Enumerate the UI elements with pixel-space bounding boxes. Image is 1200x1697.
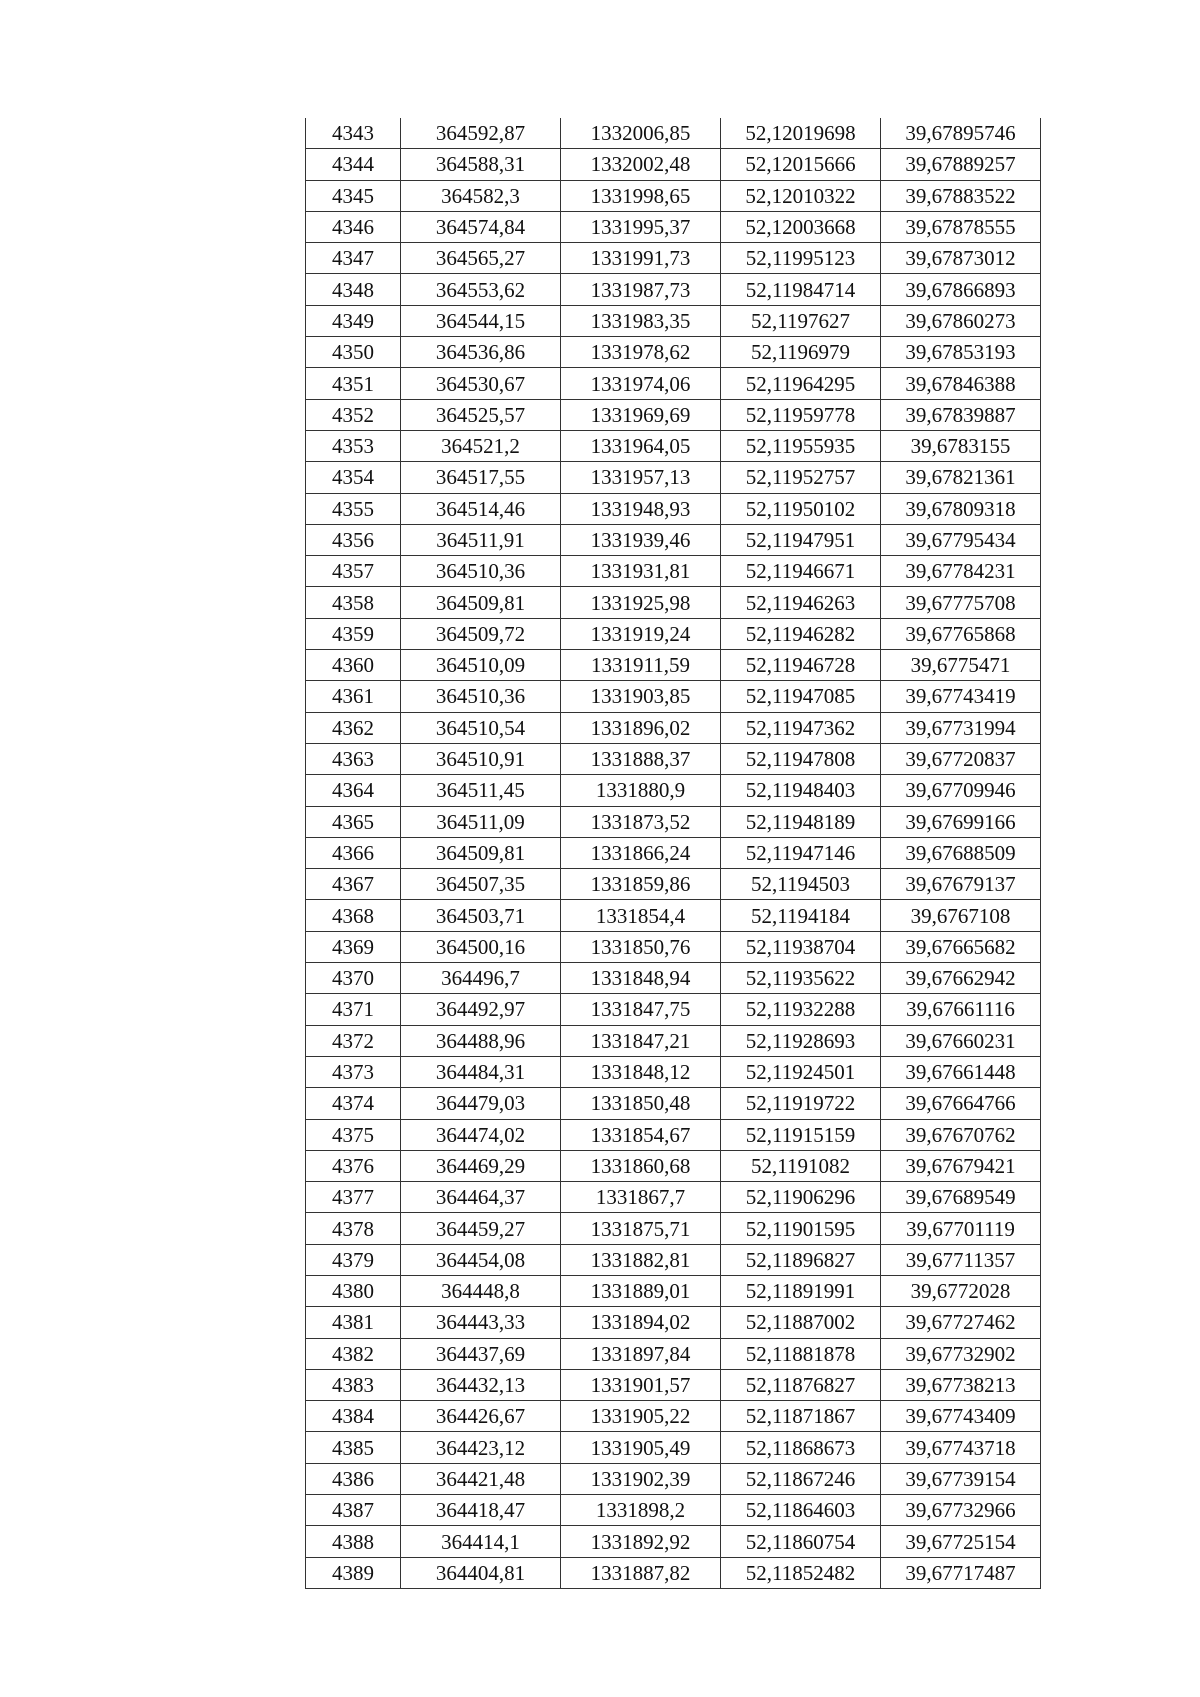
y-coordinate-cell: 1332002,48 bbox=[561, 149, 721, 180]
x-coordinate-cell: 364423,12 bbox=[401, 1432, 561, 1463]
table-row bbox=[306, 1338, 1041, 1369]
x-coordinate-cell: 364574,84 bbox=[401, 211, 561, 242]
table-row bbox=[306, 1369, 1041, 1400]
x-coordinate-cell: 364479,03 bbox=[401, 1088, 561, 1119]
point-number-cell: 4366 bbox=[306, 837, 401, 868]
y-coordinate-cell: 1331978,62 bbox=[561, 337, 721, 368]
point-number-cell: 4368 bbox=[306, 900, 401, 931]
y-coordinate-cell: 1331901,57 bbox=[561, 1369, 721, 1400]
longitude-cell: 39,67732902 bbox=[881, 1338, 1041, 1369]
longitude-cell: 39,6767108 bbox=[881, 900, 1041, 931]
latitude-cell: 52,11946728 bbox=[721, 650, 881, 681]
point-number-cell: 4367 bbox=[306, 869, 401, 900]
longitude-cell: 39,67846388 bbox=[881, 368, 1041, 399]
y-coordinate-cell: 1331859,86 bbox=[561, 869, 721, 900]
x-coordinate-cell: 364421,48 bbox=[401, 1463, 561, 1494]
x-coordinate-cell: 364418,47 bbox=[401, 1495, 561, 1526]
table-row bbox=[306, 368, 1041, 399]
latitude-cell: 52,11891991 bbox=[721, 1275, 881, 1306]
latitude-cell: 52,11947085 bbox=[721, 681, 881, 712]
table-row bbox=[306, 462, 1041, 493]
y-coordinate-cell: 1331867,7 bbox=[561, 1182, 721, 1213]
longitude-cell: 39,67860273 bbox=[881, 305, 1041, 336]
table-row bbox=[306, 869, 1041, 900]
longitude-cell: 39,67717487 bbox=[881, 1557, 1041, 1588]
longitude-cell: 39,67743419 bbox=[881, 681, 1041, 712]
table-row bbox=[306, 1307, 1041, 1338]
point-number-cell: 4361 bbox=[306, 681, 401, 712]
table-row bbox=[306, 337, 1041, 368]
y-coordinate-cell: 1331848,94 bbox=[561, 963, 721, 994]
y-coordinate-cell: 1331995,37 bbox=[561, 211, 721, 242]
y-coordinate-cell: 1331905,49 bbox=[561, 1432, 721, 1463]
y-coordinate-cell: 1331931,81 bbox=[561, 556, 721, 587]
point-number-cell: 4344 bbox=[306, 149, 401, 180]
longitude-cell: 39,67743718 bbox=[881, 1432, 1041, 1463]
longitude-cell: 39,67784231 bbox=[881, 556, 1041, 587]
point-number-cell: 4378 bbox=[306, 1213, 401, 1244]
x-coordinate-cell: 364511,91 bbox=[401, 524, 561, 555]
point-number-cell: 4372 bbox=[306, 1025, 401, 1056]
y-coordinate-cell: 1331894,02 bbox=[561, 1307, 721, 1338]
latitude-cell: 52,11959778 bbox=[721, 399, 881, 430]
y-coordinate-cell: 1331896,02 bbox=[561, 712, 721, 743]
x-coordinate-cell: 364553,62 bbox=[401, 274, 561, 305]
point-number-cell: 4345 bbox=[306, 180, 401, 211]
longitude-cell: 39,6772028 bbox=[881, 1275, 1041, 1306]
longitude-cell: 39,67765868 bbox=[881, 618, 1041, 649]
table-row bbox=[306, 399, 1041, 430]
latitude-cell: 52,11984714 bbox=[721, 274, 881, 305]
latitude-cell: 52,11868673 bbox=[721, 1432, 881, 1463]
table-row bbox=[306, 1025, 1041, 1056]
longitude-cell: 39,67731994 bbox=[881, 712, 1041, 743]
latitude-cell: 52,11852482 bbox=[721, 1557, 881, 1588]
point-number-cell: 4360 bbox=[306, 650, 401, 681]
table-row bbox=[306, 556, 1041, 587]
table-row bbox=[306, 1056, 1041, 1087]
y-coordinate-cell: 1331925,98 bbox=[561, 587, 721, 618]
x-coordinate-cell: 364509,72 bbox=[401, 618, 561, 649]
latitude-cell: 52,11955935 bbox=[721, 430, 881, 461]
table-row bbox=[306, 963, 1041, 994]
table-row bbox=[306, 180, 1041, 211]
point-number-cell: 4347 bbox=[306, 243, 401, 274]
x-coordinate-cell: 364414,1 bbox=[401, 1526, 561, 1557]
point-number-cell: 4388 bbox=[306, 1526, 401, 1557]
x-coordinate-cell: 364565,27 bbox=[401, 243, 561, 274]
x-coordinate-cell: 364484,31 bbox=[401, 1056, 561, 1087]
longitude-cell: 39,67725154 bbox=[881, 1526, 1041, 1557]
table-row bbox=[306, 1244, 1041, 1275]
table-row bbox=[306, 1526, 1041, 1557]
x-coordinate-cell: 364507,35 bbox=[401, 869, 561, 900]
x-coordinate-cell: 364510,09 bbox=[401, 650, 561, 681]
latitude-cell: 52,12003668 bbox=[721, 211, 881, 242]
latitude-cell: 52,11995123 bbox=[721, 243, 881, 274]
longitude-cell: 39,67866893 bbox=[881, 274, 1041, 305]
longitude-cell: 39,67689549 bbox=[881, 1182, 1041, 1213]
y-coordinate-cell: 1331882,81 bbox=[561, 1244, 721, 1275]
latitude-cell: 52,1197627 bbox=[721, 305, 881, 336]
latitude-cell: 52,11947146 bbox=[721, 837, 881, 868]
longitude-cell: 39,67679137 bbox=[881, 869, 1041, 900]
latitude-cell: 52,11935622 bbox=[721, 963, 881, 994]
y-coordinate-cell: 1331948,93 bbox=[561, 493, 721, 524]
x-coordinate-cell: 364496,7 bbox=[401, 963, 561, 994]
longitude-cell: 39,67665682 bbox=[881, 931, 1041, 962]
latitude-cell: 52,11864603 bbox=[721, 1495, 881, 1526]
latitude-cell: 52,12019698 bbox=[721, 118, 881, 149]
x-coordinate-cell: 364511,45 bbox=[401, 775, 561, 806]
latitude-cell: 52,11952757 bbox=[721, 462, 881, 493]
y-coordinate-cell: 1331902,39 bbox=[561, 1463, 721, 1494]
y-coordinate-cell: 1331848,12 bbox=[561, 1056, 721, 1087]
table-row bbox=[306, 1213, 1041, 1244]
table-row bbox=[306, 1557, 1041, 1588]
x-coordinate-cell: 364448,8 bbox=[401, 1275, 561, 1306]
y-coordinate-cell: 1331964,05 bbox=[561, 430, 721, 461]
latitude-cell: 52,11919722 bbox=[721, 1088, 881, 1119]
x-coordinate-cell: 364592,87 bbox=[401, 118, 561, 149]
point-number-cell: 4351 bbox=[306, 368, 401, 399]
y-coordinate-cell: 1331847,21 bbox=[561, 1025, 721, 1056]
longitude-cell: 39,67873012 bbox=[881, 243, 1041, 274]
point-number-cell: 4377 bbox=[306, 1182, 401, 1213]
point-number-cell: 4353 bbox=[306, 430, 401, 461]
x-coordinate-cell: 364488,96 bbox=[401, 1025, 561, 1056]
table-row bbox=[306, 118, 1041, 149]
y-coordinate-cell: 1331897,84 bbox=[561, 1338, 721, 1369]
x-coordinate-cell: 364469,29 bbox=[401, 1150, 561, 1181]
point-number-cell: 4374 bbox=[306, 1088, 401, 1119]
point-number-cell: 4350 bbox=[306, 337, 401, 368]
latitude-cell: 52,11932288 bbox=[721, 994, 881, 1025]
point-number-cell: 4373 bbox=[306, 1056, 401, 1087]
table-row bbox=[306, 1495, 1041, 1526]
y-coordinate-cell: 1331969,69 bbox=[561, 399, 721, 430]
x-coordinate-cell: 364459,27 bbox=[401, 1213, 561, 1244]
x-coordinate-cell: 364510,36 bbox=[401, 681, 561, 712]
y-coordinate-cell: 1331866,24 bbox=[561, 837, 721, 868]
longitude-cell: 39,67743409 bbox=[881, 1401, 1041, 1432]
x-coordinate-cell: 364510,54 bbox=[401, 712, 561, 743]
x-coordinate-cell: 364432,13 bbox=[401, 1369, 561, 1400]
y-coordinate-cell: 1331905,22 bbox=[561, 1401, 721, 1432]
x-coordinate-cell: 364588,31 bbox=[401, 149, 561, 180]
y-coordinate-cell: 1331974,06 bbox=[561, 368, 721, 399]
longitude-cell: 39,67661116 bbox=[881, 994, 1041, 1025]
y-coordinate-cell: 1331850,76 bbox=[561, 931, 721, 962]
longitude-cell: 39,67699166 bbox=[881, 806, 1041, 837]
table-row bbox=[306, 305, 1041, 336]
latitude-cell: 52,11887002 bbox=[721, 1307, 881, 1338]
table-row bbox=[306, 243, 1041, 274]
latitude-cell: 52,11896827 bbox=[721, 1244, 881, 1275]
table-row bbox=[306, 743, 1041, 774]
longitude-cell: 39,67839887 bbox=[881, 399, 1041, 430]
longitude-cell: 39,67709946 bbox=[881, 775, 1041, 806]
point-number-cell: 4369 bbox=[306, 931, 401, 962]
latitude-cell: 52,11947362 bbox=[721, 712, 881, 743]
latitude-cell: 52,1191082 bbox=[721, 1150, 881, 1181]
x-coordinate-cell: 364503,71 bbox=[401, 900, 561, 931]
latitude-cell: 52,11867246 bbox=[721, 1463, 881, 1494]
point-number-cell: 4389 bbox=[306, 1557, 401, 1588]
longitude-cell: 39,67878555 bbox=[881, 211, 1041, 242]
x-coordinate-cell: 364511,09 bbox=[401, 806, 561, 837]
coordinates-table-body bbox=[306, 118, 1041, 1588]
point-number-cell: 4346 bbox=[306, 211, 401, 242]
longitude-cell: 39,67661448 bbox=[881, 1056, 1041, 1087]
y-coordinate-cell: 1331880,9 bbox=[561, 775, 721, 806]
table-row bbox=[306, 837, 1041, 868]
longitude-cell: 39,67679421 bbox=[881, 1150, 1041, 1181]
longitude-cell: 39,67701119 bbox=[881, 1213, 1041, 1244]
latitude-cell: 52,11964295 bbox=[721, 368, 881, 399]
latitude-cell: 52,1196979 bbox=[721, 337, 881, 368]
longitude-cell: 39,67895746 bbox=[881, 118, 1041, 149]
x-coordinate-cell: 364426,67 bbox=[401, 1401, 561, 1432]
point-number-cell: 4363 bbox=[306, 743, 401, 774]
table-row bbox=[306, 931, 1041, 962]
point-number-cell: 4381 bbox=[306, 1307, 401, 1338]
table-row bbox=[306, 149, 1041, 180]
latitude-cell: 52,12015666 bbox=[721, 149, 881, 180]
x-coordinate-cell: 364509,81 bbox=[401, 587, 561, 618]
point-number-cell: 4358 bbox=[306, 587, 401, 618]
x-coordinate-cell: 364500,16 bbox=[401, 931, 561, 962]
latitude-cell: 52,11924501 bbox=[721, 1056, 881, 1087]
latitude-cell: 52,11946263 bbox=[721, 587, 881, 618]
longitude-cell: 39,67711357 bbox=[881, 1244, 1041, 1275]
table-row bbox=[306, 524, 1041, 555]
y-coordinate-cell: 1331875,71 bbox=[561, 1213, 721, 1244]
latitude-cell: 52,11860754 bbox=[721, 1526, 881, 1557]
table-row bbox=[306, 618, 1041, 649]
latitude-cell: 52,11938704 bbox=[721, 931, 881, 962]
table-row bbox=[306, 493, 1041, 524]
point-number-cell: 4370 bbox=[306, 963, 401, 994]
point-number-cell: 4357 bbox=[306, 556, 401, 587]
latitude-cell: 52,11947951 bbox=[721, 524, 881, 555]
latitude-cell: 52,11950102 bbox=[721, 493, 881, 524]
longitude-cell: 39,67809318 bbox=[881, 493, 1041, 524]
point-number-cell: 4364 bbox=[306, 775, 401, 806]
x-coordinate-cell: 364544,15 bbox=[401, 305, 561, 336]
y-coordinate-cell: 1331957,13 bbox=[561, 462, 721, 493]
x-coordinate-cell: 364464,37 bbox=[401, 1182, 561, 1213]
x-coordinate-cell: 364521,2 bbox=[401, 430, 561, 461]
y-coordinate-cell: 1331889,01 bbox=[561, 1275, 721, 1306]
longitude-cell: 39,67738213 bbox=[881, 1369, 1041, 1400]
y-coordinate-cell: 1331939,46 bbox=[561, 524, 721, 555]
latitude-cell: 52,11881878 bbox=[721, 1338, 881, 1369]
x-coordinate-cell: 364437,69 bbox=[401, 1338, 561, 1369]
latitude-cell: 52,11906296 bbox=[721, 1182, 881, 1213]
x-coordinate-cell: 364509,81 bbox=[401, 837, 561, 868]
point-number-cell: 4385 bbox=[306, 1432, 401, 1463]
y-coordinate-cell: 1331892,92 bbox=[561, 1526, 721, 1557]
y-coordinate-cell: 1331919,24 bbox=[561, 618, 721, 649]
point-number-cell: 4379 bbox=[306, 1244, 401, 1275]
latitude-cell: 52,11876827 bbox=[721, 1369, 881, 1400]
latitude-cell: 52,11946671 bbox=[721, 556, 881, 587]
latitude-cell: 52,11928693 bbox=[721, 1025, 881, 1056]
longitude-cell: 39,67720837 bbox=[881, 743, 1041, 774]
latitude-cell: 52,11947808 bbox=[721, 743, 881, 774]
x-coordinate-cell: 364510,91 bbox=[401, 743, 561, 774]
longitude-cell: 39,67662942 bbox=[881, 963, 1041, 994]
x-coordinate-cell: 364404,81 bbox=[401, 1557, 561, 1588]
y-coordinate-cell: 1331847,75 bbox=[561, 994, 721, 1025]
y-coordinate-cell: 1331898,2 bbox=[561, 1495, 721, 1526]
point-number-cell: 4384 bbox=[306, 1401, 401, 1432]
table-row bbox=[306, 1088, 1041, 1119]
table-row bbox=[306, 775, 1041, 806]
x-coordinate-cell: 364474,02 bbox=[401, 1119, 561, 1150]
latitude-cell: 52,11915159 bbox=[721, 1119, 881, 1150]
y-coordinate-cell: 1331887,82 bbox=[561, 1557, 721, 1588]
y-coordinate-cell: 1331854,67 bbox=[561, 1119, 721, 1150]
point-number-cell: 4386 bbox=[306, 1463, 401, 1494]
table-row bbox=[306, 681, 1041, 712]
longitude-cell: 39,67732966 bbox=[881, 1495, 1041, 1526]
x-coordinate-cell: 364492,97 bbox=[401, 994, 561, 1025]
table-row bbox=[306, 1432, 1041, 1463]
point-number-cell: 4375 bbox=[306, 1119, 401, 1150]
latitude-cell: 52,12010322 bbox=[721, 180, 881, 211]
point-number-cell: 4387 bbox=[306, 1495, 401, 1526]
point-number-cell: 4371 bbox=[306, 994, 401, 1025]
point-number-cell: 4348 bbox=[306, 274, 401, 305]
point-number-cell: 4359 bbox=[306, 618, 401, 649]
point-number-cell: 4354 bbox=[306, 462, 401, 493]
longitude-cell: 39,67664766 bbox=[881, 1088, 1041, 1119]
latitude-cell: 52,11948189 bbox=[721, 806, 881, 837]
longitude-cell: 39,67688509 bbox=[881, 837, 1041, 868]
latitude-cell: 52,11871867 bbox=[721, 1401, 881, 1432]
table-row bbox=[306, 806, 1041, 837]
x-coordinate-cell: 364517,55 bbox=[401, 462, 561, 493]
table-row bbox=[306, 430, 1041, 461]
table-row bbox=[306, 1401, 1041, 1432]
latitude-cell: 52,1194503 bbox=[721, 869, 881, 900]
table-row bbox=[306, 712, 1041, 743]
y-coordinate-cell: 1331888,37 bbox=[561, 743, 721, 774]
y-coordinate-cell: 1331987,73 bbox=[561, 274, 721, 305]
point-number-cell: 4352 bbox=[306, 399, 401, 430]
latitude-cell: 52,1194184 bbox=[721, 900, 881, 931]
point-number-cell: 4349 bbox=[306, 305, 401, 336]
table-row bbox=[306, 1119, 1041, 1150]
longitude-cell: 39,67739154 bbox=[881, 1463, 1041, 1494]
point-number-cell: 4343 bbox=[306, 118, 401, 149]
longitude-cell: 39,6775471 bbox=[881, 650, 1041, 681]
point-number-cell: 4382 bbox=[306, 1338, 401, 1369]
point-number-cell: 4376 bbox=[306, 1150, 401, 1181]
y-coordinate-cell: 1331983,35 bbox=[561, 305, 721, 336]
latitude-cell: 52,11948403 bbox=[721, 775, 881, 806]
table-row bbox=[306, 1275, 1041, 1306]
point-number-cell: 4355 bbox=[306, 493, 401, 524]
longitude-cell: 39,67883522 bbox=[881, 180, 1041, 211]
x-coordinate-cell: 364443,33 bbox=[401, 1307, 561, 1338]
table-row bbox=[306, 900, 1041, 931]
longitude-cell: 39,67670762 bbox=[881, 1119, 1041, 1150]
table-row bbox=[306, 587, 1041, 618]
longitude-cell: 39,67853193 bbox=[881, 337, 1041, 368]
x-coordinate-cell: 364510,36 bbox=[401, 556, 561, 587]
longitude-cell: 39,67821361 bbox=[881, 462, 1041, 493]
latitude-cell: 52,11901595 bbox=[721, 1213, 881, 1244]
y-coordinate-cell: 1331903,85 bbox=[561, 681, 721, 712]
table-row bbox=[306, 1150, 1041, 1181]
longitude-cell: 39,67775708 bbox=[881, 587, 1041, 618]
x-coordinate-cell: 364536,86 bbox=[401, 337, 561, 368]
longitude-cell: 39,67660231 bbox=[881, 1025, 1041, 1056]
point-number-cell: 4356 bbox=[306, 524, 401, 555]
table-row bbox=[306, 994, 1041, 1025]
y-coordinate-cell: 1331991,73 bbox=[561, 243, 721, 274]
y-coordinate-cell: 1331998,65 bbox=[561, 180, 721, 211]
table-row bbox=[306, 650, 1041, 681]
point-number-cell: 4365 bbox=[306, 806, 401, 837]
point-number-cell: 4362 bbox=[306, 712, 401, 743]
table-row bbox=[306, 274, 1041, 305]
x-coordinate-cell: 364525,57 bbox=[401, 399, 561, 430]
coordinates-table bbox=[305, 118, 1041, 1589]
x-coordinate-cell: 364454,08 bbox=[401, 1244, 561, 1275]
longitude-cell: 39,67795434 bbox=[881, 524, 1041, 555]
y-coordinate-cell: 1331860,68 bbox=[561, 1150, 721, 1181]
point-number-cell: 4383 bbox=[306, 1369, 401, 1400]
x-coordinate-cell: 364514,46 bbox=[401, 493, 561, 524]
point-number-cell: 4380 bbox=[306, 1275, 401, 1306]
table-row bbox=[306, 211, 1041, 242]
table-row bbox=[306, 1182, 1041, 1213]
x-coordinate-cell: 364530,67 bbox=[401, 368, 561, 399]
y-coordinate-cell: 1332006,85 bbox=[561, 118, 721, 149]
x-coordinate-cell: 364582,3 bbox=[401, 180, 561, 211]
y-coordinate-cell: 1331911,59 bbox=[561, 650, 721, 681]
table-row bbox=[306, 1463, 1041, 1494]
latitude-cell: 52,11946282 bbox=[721, 618, 881, 649]
longitude-cell: 39,67727462 bbox=[881, 1307, 1041, 1338]
y-coordinate-cell: 1331854,4 bbox=[561, 900, 721, 931]
y-coordinate-cell: 1331850,48 bbox=[561, 1088, 721, 1119]
longitude-cell: 39,67889257 bbox=[881, 149, 1041, 180]
y-coordinate-cell: 1331873,52 bbox=[561, 806, 721, 837]
longitude-cell: 39,6783155 bbox=[881, 430, 1041, 461]
